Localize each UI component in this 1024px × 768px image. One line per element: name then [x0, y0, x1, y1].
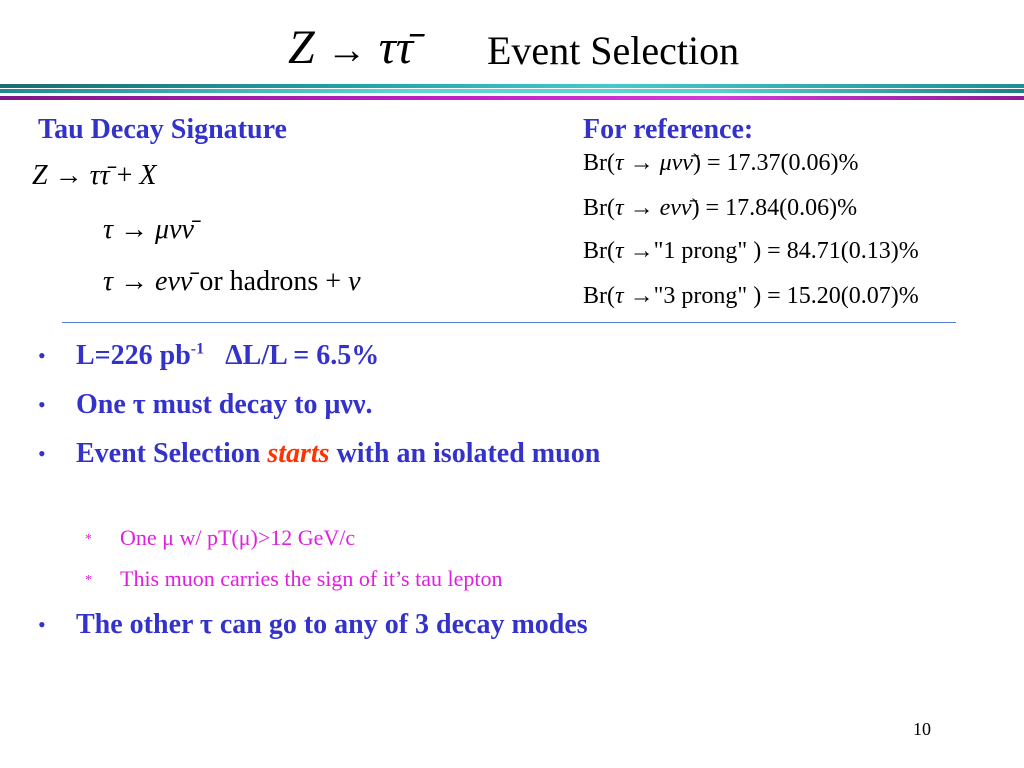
bullet-luminosity [38, 335, 638, 376]
br-mode: eνν̄ [659, 195, 692, 221]
eq2-products: μνν̄ [155, 214, 194, 245]
br-prefix: Br( [583, 195, 615, 221]
right-arrow-icon: → [623, 283, 654, 309]
section-divider [62, 322, 956, 323]
bullet-text: The other τ can go to any of 3 decay modes [76, 609, 588, 640]
sub-bullet-icon: * [85, 532, 92, 547]
branching-ratio-line [583, 236, 919, 266]
bullet-tau-requirement [38, 384, 638, 425]
b3-pre: Event Selection [76, 438, 268, 469]
br-tau: τ [615, 283, 624, 309]
bullet-icon: • [38, 392, 46, 417]
eq1-tautau: ττ̄ [89, 160, 110, 191]
lumi-uncertainty: ΔL/L = 6.5% [204, 340, 380, 371]
branching-ratio-line [583, 193, 857, 223]
bullet-text [76, 335, 638, 376]
branching-ratio-line [583, 281, 919, 311]
bullet-other-tau [38, 604, 638, 645]
eq3-products: eνν̄ [155, 266, 193, 297]
equation-tau-to-e-or-hadrons [103, 264, 361, 300]
reference-heading: For reference: [583, 114, 754, 145]
right-arrow-icon: → [113, 266, 156, 297]
title-math-tautau: ττ̄ [378, 21, 414, 74]
br-tau: τ [615, 195, 624, 221]
br-tau: τ [615, 238, 624, 264]
title-underline-band [0, 84, 1024, 88]
lumi-exponent: -1 [190, 340, 205, 358]
sub-bullet-muon-sign [85, 565, 685, 593]
br-prefix: Br( [583, 150, 615, 176]
sub-bullet-text: This muon carries the sign of it’s tau lepton [120, 566, 503, 591]
bullet-event-selection [38, 433, 638, 474]
title-underline-band [0, 96, 1024, 100]
br-value: ) = 15.20(0.07)% [747, 283, 919, 309]
right-arrow-icon: → [623, 195, 660, 221]
sub-bullet-icon: * [85, 573, 92, 588]
bullet-text [76, 433, 638, 474]
eq3-nu: ν [348, 266, 361, 297]
br-prefix: Br( [583, 283, 615, 309]
bullet-text: One τ must decay to μνν. [76, 389, 373, 420]
br-tau: τ [615, 150, 624, 176]
tau-decay-heading: Tau Decay Signature [38, 114, 287, 145]
right-arrow-icon: → [623, 150, 660, 176]
right-arrow-icon: → [113, 214, 156, 245]
br-mode: "1 prong" [653, 238, 748, 264]
eq2-tau: τ [103, 214, 114, 245]
br-prefix: Br( [583, 238, 615, 264]
sub-bullet-muon-pt [85, 524, 685, 552]
slide-title: Event Selection [487, 28, 740, 73]
equation-z-to-tautau [32, 158, 157, 194]
title-underline-band [0, 89, 1024, 93]
right-arrow-icon: → [326, 27, 367, 72]
eq1-x: X [139, 160, 157, 191]
br-value: ) = 17.37(0.06)% [692, 150, 859, 176]
eq3-or-hadrons: or hadrons + [192, 266, 349, 297]
br-value: ) = 17.84(0.06)% [691, 195, 858, 221]
eq1-plus: + [109, 160, 140, 191]
b3-post: with an isolated muon [329, 438, 601, 469]
branching-ratio-line [583, 148, 858, 178]
equation-tau-to-mu [103, 212, 194, 248]
eq3-tau: τ [103, 266, 114, 297]
page-number: 10 [913, 719, 931, 739]
br-value: ) = 84.71(0.13)% [747, 238, 919, 264]
title-math-z: Z [288, 21, 315, 74]
bullet-icon: • [38, 343, 46, 368]
emphasis-starts: starts [267, 438, 330, 469]
slide-title-formula [288, 18, 413, 80]
eq1-z: Z [32, 160, 48, 191]
right-arrow-icon: → [623, 238, 654, 264]
lumi-text: L=226 pb [76, 340, 191, 371]
bullet-icon: • [38, 441, 46, 466]
sub-bullet-text: One μ w/ pT(μ)>12 GeV/c [120, 525, 356, 550]
br-mode: "3 prong" [653, 283, 748, 309]
br-mode: μνν̄ [659, 150, 693, 176]
right-arrow-icon: → [47, 160, 90, 191]
bullet-icon: • [38, 612, 46, 637]
